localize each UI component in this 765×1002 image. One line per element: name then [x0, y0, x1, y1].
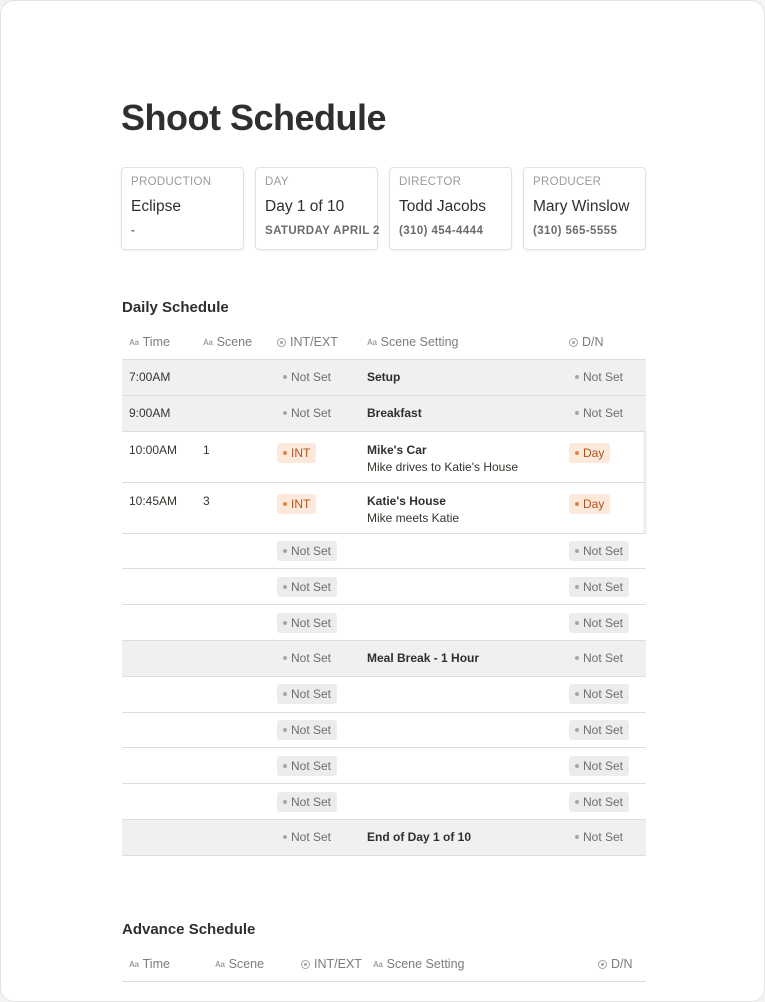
int-ext-tag[interactable]: Not Set — [277, 720, 337, 740]
time-cell[interactable]: 9:00AM — [129, 406, 171, 421]
dn-cell[interactable] — [569, 541, 629, 561]
col-setting-header[interactable]: Aa Scene Setting — [373, 957, 465, 971]
dn-tag[interactable]: Not Set — [569, 648, 629, 668]
advance-schedule-title: Advance Schedule — [122, 921, 256, 938]
card-value: Mary Winslow — [533, 198, 630, 215]
table-row[interactable] — [122, 748, 646, 784]
setting-cell[interactable] — [367, 443, 518, 474]
dn-tag[interactable]: Not Set — [569, 792, 629, 812]
int-ext-cell[interactable] — [277, 756, 337, 776]
dn-tag[interactable]: Not Set — [569, 827, 629, 847]
dn-cell[interactable] — [569, 613, 629, 633]
tag-dot-icon — [283, 835, 287, 839]
tag-dot-icon — [283, 692, 287, 696]
dn-tag[interactable]: Not Set — [569, 756, 629, 776]
dn-cell[interactable] — [569, 443, 610, 463]
tag-dot-icon — [575, 502, 579, 506]
dn-cell[interactable] — [569, 827, 629, 847]
table-row[interactable] — [122, 360, 646, 396]
card-value: Day 1 of 10 — [265, 198, 345, 215]
card-sub: (310) 454-4444 — [399, 225, 484, 237]
table-row[interactable] — [122, 820, 646, 856]
table-row[interactable] — [122, 534, 646, 570]
setting-cell[interactable] — [367, 651, 479, 665]
int-ext-cell[interactable] — [277, 720, 337, 740]
tag-dot-icon — [575, 656, 579, 660]
table-row[interactable] — [122, 641, 646, 677]
int-ext-tag[interactable]: Not Set — [277, 648, 337, 668]
col-dn-header[interactable]: D/N — [598, 957, 633, 971]
daily-schedule-table — [122, 325, 646, 856]
dn-cell[interactable] — [569, 756, 629, 776]
row-edge — [643, 483, 647, 533]
tag-dot-icon — [575, 728, 579, 732]
setting-cell[interactable] — [367, 370, 400, 384]
card-producer[interactable] — [523, 167, 646, 250]
card-label: DIRECTOR — [399, 176, 462, 188]
tag-dot-icon — [575, 375, 579, 379]
dn-tag[interactable]: Not Set — [569, 577, 629, 597]
table-row[interactable] — [122, 569, 646, 605]
dn-tag[interactable]: Not Set — [569, 541, 629, 561]
int-ext-cell[interactable] — [277, 541, 337, 561]
int-ext-cell[interactable] — [277, 443, 316, 463]
int-ext-tag[interactable]: Not Set — [277, 756, 337, 776]
setting-description: Mike meets Katie — [367, 510, 460, 525]
tag-dot-icon — [283, 656, 287, 660]
dn-tag[interactable]: Day — [569, 443, 610, 463]
int-ext-cell[interactable] — [277, 367, 337, 387]
dn-tag[interactable]: Day — [569, 494, 610, 514]
int-ext-cell[interactable] — [277, 577, 337, 597]
setting-cell[interactable] — [367, 830, 471, 844]
int-ext-tag[interactable]: Not Set — [277, 403, 337, 423]
tag-dot-icon — [575, 621, 579, 625]
tag-dot-icon — [283, 375, 287, 379]
card-label: PRODUCER — [533, 176, 602, 188]
select-property-icon — [301, 960, 310, 969]
page-title: Shoot Schedule — [121, 97, 387, 138]
col-int-ext-header[interactable]: INT/EXT — [277, 335, 338, 349]
daily-schedule-title: Daily Schedule — [122, 299, 229, 316]
row-edge — [643, 432, 647, 482]
setting-title: Mike's Car — [367, 442, 427, 457]
table-row[interactable] — [122, 432, 646, 483]
text-property-icon: Aa — [203, 337, 213, 347]
int-ext-tag[interactable]: INT — [277, 494, 316, 514]
table-row[interactable] — [122, 784, 646, 820]
int-ext-cell[interactable] — [277, 403, 337, 423]
int-ext-cell[interactable] — [277, 792, 337, 812]
select-property-icon — [598, 960, 607, 969]
tag-dot-icon — [283, 502, 287, 506]
setting-title: Meal Break - 1 Hour — [367, 651, 480, 666]
col-time-header[interactable]: Aa Time — [129, 335, 170, 349]
col-int-ext-header[interactable]: INT/EXT — [301, 957, 362, 971]
dn-cell[interactable] — [569, 684, 629, 704]
tag-dot-icon — [575, 451, 579, 455]
col-scene-header[interactable]: Aa Scene — [203, 335, 253, 349]
card-value: Eclipse — [131, 198, 181, 215]
int-ext-cell[interactable] — [277, 684, 337, 704]
dn-cell[interactable] — [569, 792, 629, 812]
col-time-header[interactable]: Aa Time — [129, 957, 170, 971]
time-cell[interactable]: 10:45AM — [129, 493, 178, 508]
col-setting-header[interactable]: Aa Scene Setting — [367, 335, 459, 349]
dn-cell[interactable] — [569, 648, 629, 668]
int-ext-cell[interactable] — [277, 613, 337, 633]
table-body — [122, 360, 646, 856]
table-row[interactable] — [122, 605, 646, 641]
dn-tag[interactable]: Not Set — [569, 684, 629, 704]
card-label: DAY — [265, 176, 289, 188]
tag-dot-icon — [575, 411, 579, 415]
int-ext-tag[interactable]: Not Set — [277, 792, 337, 812]
advance-schedule-table — [122, 947, 646, 982]
int-ext-cell[interactable] — [277, 648, 337, 668]
tag-dot-icon — [575, 549, 579, 553]
time-cell[interactable]: 7:00AM — [129, 370, 171, 385]
tag-dot-icon — [283, 411, 287, 415]
tag-dot-icon — [575, 585, 579, 589]
dn-tag[interactable]: Not Set — [569, 403, 629, 423]
int-ext-tag[interactable]: INT — [277, 443, 316, 463]
col-dn-header[interactable]: D/N — [569, 335, 604, 349]
card-day[interactable] — [255, 167, 378, 250]
text-property-icon: Aa — [129, 959, 139, 969]
tag-dot-icon — [575, 692, 579, 696]
text-property-icon: Aa — [129, 337, 139, 347]
setting-cell[interactable] — [367, 406, 422, 420]
text-property-icon: Aa — [373, 959, 383, 969]
tag-dot-icon — [575, 835, 579, 839]
scene-cell[interactable]: 3 — [203, 493, 210, 508]
select-property-icon — [569, 338, 578, 347]
card-production[interactable] — [121, 167, 244, 250]
setting-cell[interactable] — [367, 494, 459, 525]
int-ext-cell[interactable] — [277, 494, 316, 514]
dn-cell[interactable] — [569, 577, 629, 597]
setting-title: Setup — [367, 370, 401, 385]
tag-dot-icon — [283, 728, 287, 732]
tag-dot-icon — [283, 621, 287, 625]
dn-cell[interactable] — [569, 494, 610, 514]
table-header — [122, 325, 646, 360]
dn-tag[interactable]: Not Set — [569, 720, 629, 740]
col-scene-header[interactable]: Aa Scene — [215, 957, 265, 971]
info-cards — [121, 167, 646, 250]
select-property-icon — [277, 338, 286, 347]
time-cell[interactable]: 10:00AM — [129, 442, 178, 457]
scene-cell[interactable]: 1 — [203, 442, 210, 457]
int-ext-tag[interactable]: Not Set — [277, 577, 337, 597]
card-sub: (310) 565-5555 — [533, 225, 618, 237]
int-ext-tag[interactable]: Not Set — [277, 541, 337, 561]
tag-dot-icon — [283, 549, 287, 553]
card-sub: - — [131, 225, 136, 237]
tag-dot-icon — [283, 800, 287, 804]
tag-dot-icon — [283, 451, 287, 455]
dn-cell[interactable] — [569, 720, 629, 740]
dn-cell[interactable] — [569, 403, 629, 423]
setting-title: End of Day 1 of 10 — [367, 830, 472, 845]
table-header — [122, 947, 646, 982]
table-row[interactable] — [122, 677, 646, 713]
card-director[interactable] — [389, 167, 512, 250]
setting-title: Katie's House — [367, 493, 446, 508]
int-ext-tag[interactable]: Not Set — [277, 684, 337, 704]
tag-dot-icon — [575, 764, 579, 768]
table-row[interactable] — [122, 483, 646, 534]
tag-dot-icon — [575, 800, 579, 804]
int-ext-tag[interactable]: Not Set — [277, 367, 337, 387]
setting-description: Mike drives to Katie's House — [367, 459, 519, 474]
card-value: Todd Jacobs — [399, 198, 487, 215]
int-ext-cell[interactable] — [277, 827, 337, 847]
setting-title: Breakfast — [367, 406, 422, 421]
dn-tag[interactable]: Not Set — [569, 613, 629, 633]
text-property-icon: Aa — [367, 337, 377, 347]
tag-dot-icon — [283, 585, 287, 589]
text-property-icon: Aa — [215, 959, 225, 969]
card-sub: SATURDAY APRIL 2 — [265, 225, 380, 237]
dn-cell[interactable] — [569, 367, 629, 387]
table-row[interactable] — [122, 396, 646, 432]
int-ext-tag[interactable]: Not Set — [277, 613, 337, 633]
table-row[interactable] — [122, 713, 646, 749]
dn-tag[interactable]: Not Set — [569, 367, 629, 387]
card-label: PRODUCTION — [131, 176, 212, 188]
tag-dot-icon — [283, 764, 287, 768]
int-ext-tag[interactable]: Not Set — [277, 827, 337, 847]
